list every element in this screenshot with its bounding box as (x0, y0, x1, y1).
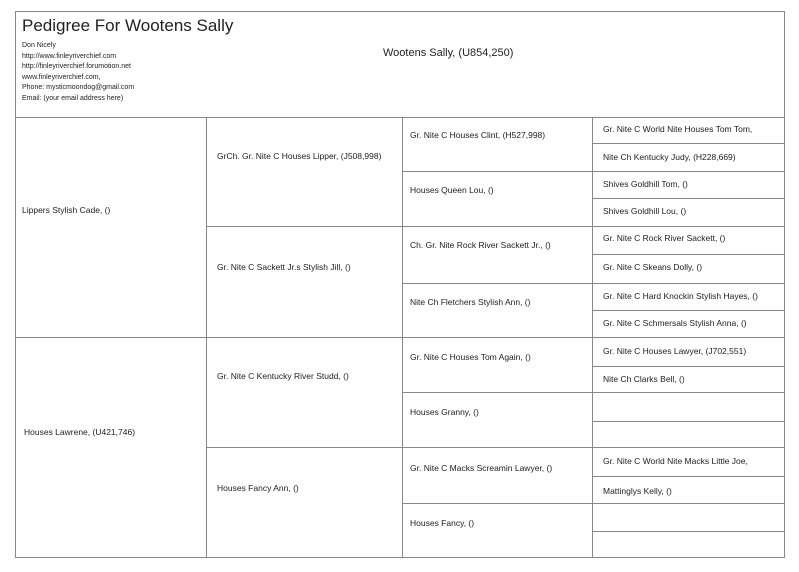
gen3-divider-a (402, 171, 785, 172)
col-divider-2 (402, 117, 403, 558)
contact-website-alt: www.finleyriverchief.com, (22, 73, 101, 81)
gen4-divider-c (592, 254, 785, 255)
grandsire-paternal: GrCh. Gr. Nite C Houses Lipper, (J508,998) (217, 151, 382, 161)
gen3-ancestor-6: Houses Granny, () (410, 407, 479, 417)
gen4-ancestor-3: Shives Goldhill Tom, () (603, 179, 688, 189)
gen3-ancestor-4: Nite Ch Fletchers Stylish Ann, () (410, 297, 531, 307)
contact-forum: http://finleyriverchief.forumotion.net (22, 63, 131, 71)
gen3-divider-c (402, 392, 785, 393)
gen4-divider-g (592, 476, 785, 477)
gen4-divider-h (592, 531, 785, 532)
gen4-ancestor-2: Nite Ch Kentucky Judy, (H228,669) (603, 152, 736, 162)
gen4-divider-e (592, 366, 785, 367)
gen3-ancestor-8: Houses Fancy, () (410, 518, 475, 528)
gen3-divider-b (402, 283, 785, 284)
gen4-ancestor-6: Gr. Nite C Skeans Dolly, () (603, 262, 703, 272)
contact-email: Email: (your email address here) (22, 94, 124, 102)
contact-phone: Phone: mysticmoondog@gmail.com (22, 84, 135, 92)
gen2-divider-b (206, 447, 785, 448)
page-title: Pedigree For Wootens Sally (22, 16, 234, 35)
gen3-ancestor-1: Gr. Nite C Houses Clint, (H527,998) (410, 130, 546, 140)
granddam-maternal: Houses Fancy Ann, () (217, 483, 299, 493)
gen4-divider-f (592, 421, 785, 422)
gen3-ancestor-7: Gr. Nite C Macks Screamin Lawyer, () (410, 463, 553, 473)
contact-website: http://www.finleyriverchief.com (22, 52, 117, 60)
contact-name: Don Nicely (22, 42, 56, 49)
gen1-divider (15, 337, 785, 338)
gen2-divider-a (206, 226, 785, 227)
header-divider (15, 117, 785, 118)
gen4-ancestor-13: Gr. Nite C World Nite Macks Little Joe, (603, 456, 748, 466)
gen4-ancestor-10: Nite Ch Clarks Bell, () (603, 374, 685, 384)
gen4-ancestor-8: Gr. Nite C Schmersals Stylish Anna, () (603, 318, 747, 328)
gen4-ancestor-14: Mattinglys Kelly, () (603, 486, 672, 496)
gen4-divider-d (592, 310, 785, 311)
gen3-divider-d (402, 503, 785, 504)
subject-dog: Wootens Sally, (U854,250) (383, 47, 514, 59)
gen4-ancestor-7: Gr. Nite C Hard Knockin Stylish Hayes, () (603, 291, 758, 301)
col-divider-1 (206, 117, 207, 558)
gen4-divider-b (592, 198, 785, 199)
contact-info (22, 41, 134, 105)
grandsire-maternal: Gr. Nite C Kentucky River Studd, () (217, 371, 349, 381)
dam: Houses Lawrene, (U421,746) (24, 427, 136, 437)
col-divider-3 (592, 117, 593, 558)
gen3-ancestor-5: Gr. Nite C Houses Tom Again, () (410, 352, 531, 362)
sire: Lippers Stylish Cade, () (22, 205, 111, 215)
gen3-ancestor-2: Houses Queen Lou, () (410, 185, 494, 195)
gen4-divider-a (592, 143, 785, 144)
gen3-ancestor-3: Ch. Gr. Nite Rock River Sackett Jr., () (410, 240, 551, 250)
gen4-ancestor-5: Gr. Nite C Rock River Sackett, () (603, 233, 726, 243)
gen4-ancestor-9: Gr. Nite C Houses Lawyer, (J702,551) (603, 346, 747, 356)
gen4-ancestor-4: Shives Goldhill Lou, () (603, 206, 687, 216)
granddam-paternal: Gr. Nite C Sackett Jr.s Stylish Jill, () (217, 262, 351, 272)
gen4-ancestor-1: Gr. Nite C World Nite Houses Tom Tom, (603, 124, 753, 134)
